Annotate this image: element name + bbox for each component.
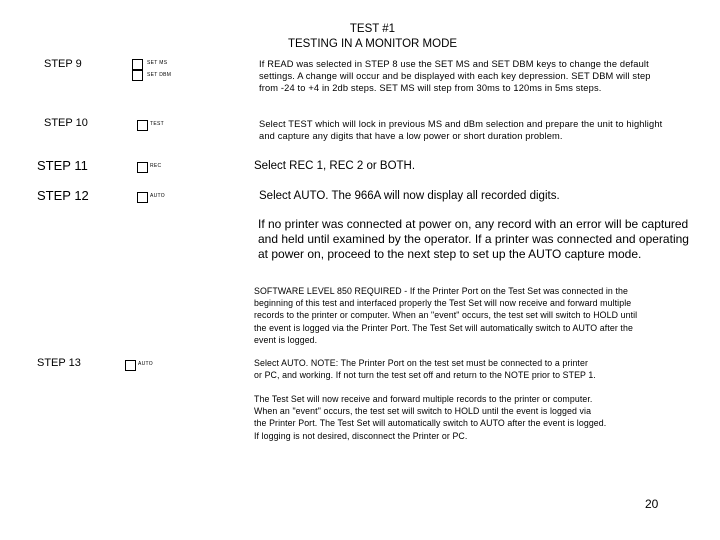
step-12-label: STEP 12 — [37, 188, 89, 203]
step-10-label: STEP 10 — [44, 117, 88, 129]
step-9-label: STEP 9 — [44, 58, 82, 70]
step-9-desc-line: from -24 to +4 in 2db steps. SET MS will step from 30ms to 120ms in 5ms steps. — [259, 83, 602, 93]
step-10-description — [259, 118, 662, 142]
step-10-desc-line: and capture any digits that have a low power or short duration problem. — [259, 131, 563, 141]
step-9-description — [259, 58, 651, 94]
step-9-desc-line: settings. A change will occur and be displayed with each key depression. SET DBM will step — [259, 71, 651, 81]
step-11-description: Select REC 1, REC 2 or BOTH. — [254, 160, 416, 172]
page-number: 20 — [645, 497, 659, 511]
auto-key-label: AUTO — [138, 361, 153, 367]
step-12-extra-line: at power on, proceed to the next step to set up the AUTO capture mode. — [258, 247, 642, 261]
step-13-description — [254, 357, 596, 381]
software-note-line: the event is logged via the Printer Port. The Test Set will automatically switch to AUTO after the — [254, 322, 633, 333]
set-ms-key-label: SET MS — [147, 60, 168, 66]
title-line-1: TEST #1 — [349, 23, 396, 35]
page-title — [0, 22, 720, 52]
software-note-line: beginning of this test and interfaced properly the Test Set will now receive and forward multiple — [254, 298, 632, 309]
auto-key-icon — [125, 360, 136, 371]
step-13-after-line: If logging is not desired, disconnect the Printer or PC. — [254, 430, 468, 441]
software-note-line: event is logged. — [254, 334, 318, 345]
step-10-desc-line: Select TEST which will lock in previous MS and dBm selection and prepare the unit to highlight — [259, 119, 663, 129]
step-12-extra-description — [258, 217, 689, 262]
software-level-note — [254, 285, 637, 346]
step-11-label: STEP 11 — [37, 158, 88, 173]
auto-key-icon — [137, 192, 148, 203]
step-12-description: Select AUTO. The 966A will now display all recorded digits. — [259, 190, 560, 202]
auto-key-label: AUTO — [150, 193, 165, 199]
step-13-desc-line: or PC, and working. If not turn the test set off and return to the NOTE prior to STEP 1. — [254, 370, 596, 381]
step-12-extra-line: and held until examined by the operator. If a printer was connected and operating — [258, 232, 689, 246]
test-key-icon — [137, 120, 148, 131]
test-key-label: TEST — [150, 121, 164, 127]
title-line-2: TESTING IN A MONITOR MODE — [287, 38, 458, 50]
set-dbm-key-label: SET DBM — [147, 72, 172, 78]
step-9-desc-line: If READ was selected in STEP 8 use the SET MS and SET DBM keys to change the default — [259, 59, 649, 69]
step-13-after-text — [254, 393, 606, 442]
step-13-after-line: The Test Set will now receive and forward multiple records to the printer or computer. — [254, 394, 593, 404]
software-note-line: records to the printer or computer. When an "event" occurs, the test set will switch to HOLD until — [254, 310, 638, 321]
step-13-desc-line: Select AUTO. NOTE: The Printer Port on the test set must be connected to a printer — [254, 358, 589, 368]
step-13-after-line: When an "event" occurs, the test set will switch to HOLD until the event is logged via — [254, 406, 592, 417]
set-ms-key-icon — [132, 59, 143, 70]
software-note-line: SOFTWARE LEVEL 850 REQUIRED - If the Printer Port on the Test Set was connected in the — [254, 286, 628, 296]
step-13-after-line: the Printer Port. The Test Set will automatically switch to AUTO after the event is logged. — [254, 418, 607, 429]
rec-key-label: REC — [150, 163, 162, 169]
step-13-label: STEP 13 — [37, 357, 81, 369]
rec-key-icon — [137, 162, 148, 173]
step-12-extra-line: If no printer was connected at power on, any record with an error will be captured — [258, 217, 689, 231]
set-dbm-key-icon — [132, 70, 143, 81]
